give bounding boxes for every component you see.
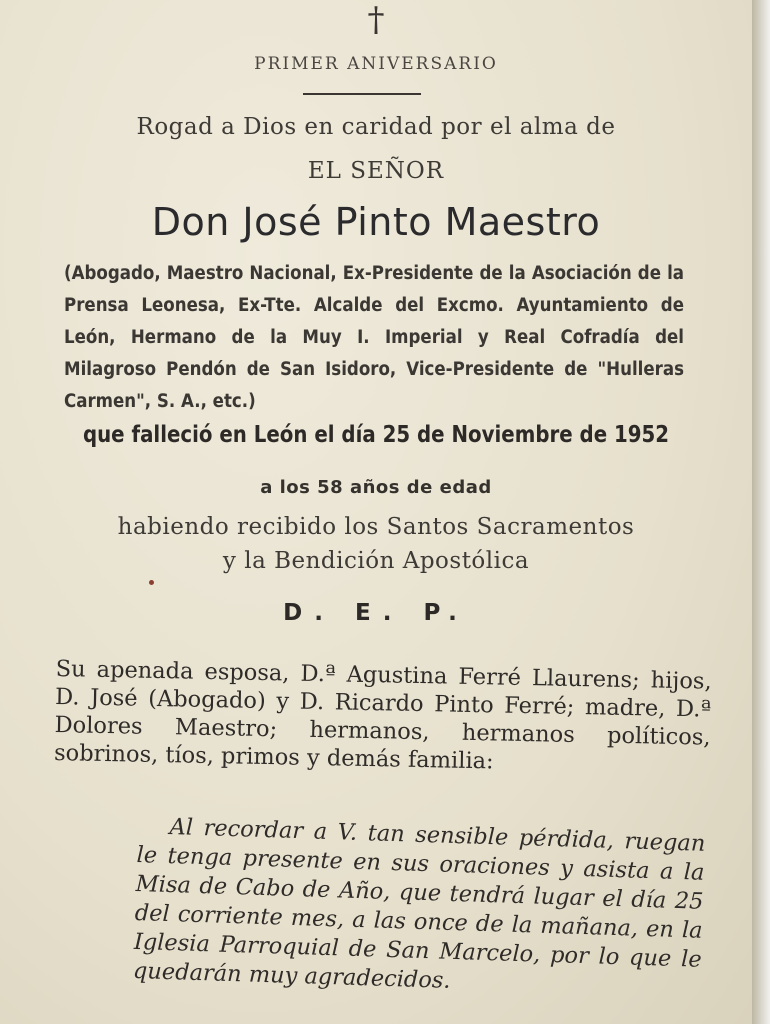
deceased-name: Don José Pinto Maestro (151, 200, 601, 244)
mass-request-text: Al recordar a V. tan sensible pérdida, ruegan le tenga presente en sus oraciones y asista a la Misa de Cabo de Año, que tendrá lugar el día 25 del corriente mes, a las once de la mañana, en la Iglesia Parroquial de San Marcelo, por lo que le quedarán muy agradecidos. (132, 814, 706, 994)
prayer-line: Rogad a Dios en caridad por el alma de (136, 114, 616, 140)
family-text: Su apenada esposa, D.ª Agustina Ferré Llaurens; hijos, D. José (Abogado) y D. Ricardo Pinto Ferré; madre, D.ª Dolores Maestro; hermanos, hermanos políticos, sobrinos, tíos, primos y demás familia: (53, 655, 712, 775)
rip-heading: D. E. P. (283, 600, 469, 626)
sacraments-line-2: y la Bendición Apostólica (222, 548, 530, 574)
heading-divider (303, 93, 421, 95)
death-line: que falleció en León el día 25 de Noviembre de 1952 (82, 422, 670, 448)
anniversary-heading: PRIMER ANIVERSARIO (254, 54, 498, 74)
ink-spot (149, 580, 154, 585)
background-edge (752, 0, 770, 1024)
family-paragraph (54, 655, 712, 780)
cross-icon: † (367, 0, 385, 40)
honorific: EL SEÑOR (307, 158, 445, 184)
sacraments-line-1: habiendo recibido los Santos Sacramentos (117, 514, 635, 540)
sacraments-text (0, 510, 752, 578)
deceased-titles: (Abogado, Maestro Nacional, Ex-Presidente de la Asociación de la Prensa Leonesa, Ex-Tte. Alcalde del Excmo. Ayuntamiento de León, Hermano de la Muy I. Imperial y Real Cofradía del Milagroso Pendón de San Isidoro, Vice-Presidente de "Hulleras Carmen", S. A., etc.) (64, 263, 684, 412)
mass-request-paragraph (133, 812, 706, 1004)
age-line: a los 58 años de edad (260, 477, 492, 498)
